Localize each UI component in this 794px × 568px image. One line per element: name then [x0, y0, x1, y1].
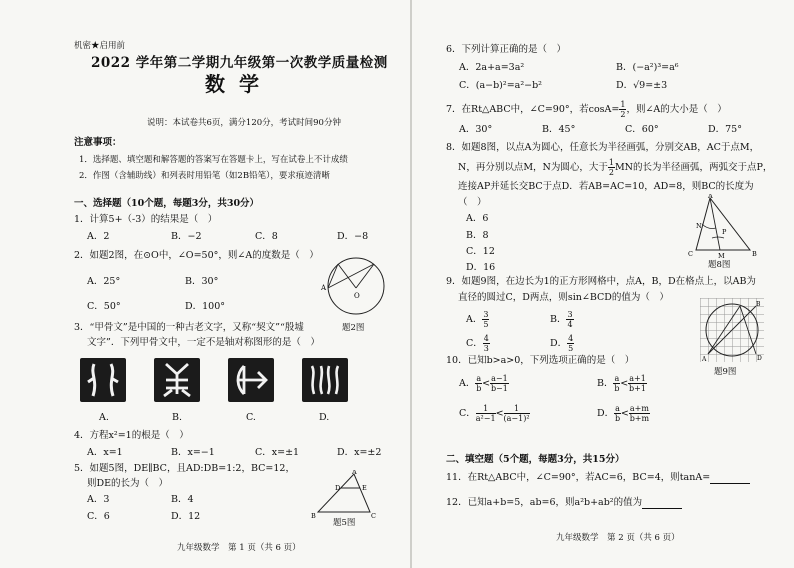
- q8-option-a: A．6: [466, 213, 489, 224]
- q2-circle-figure: [318, 252, 394, 326]
- q10-option-b-right-den: b+1: [629, 384, 646, 393]
- q9-option-a-fraction: [482, 310, 489, 329]
- q11-answer-blank: [710, 474, 750, 484]
- q9-option-d-fraction: [567, 334, 574, 353]
- q8-option-d: D．16: [466, 262, 496, 273]
- q3-text-line1: 3．“甲骨文”是中国的一种古老文字，又称“契文”“殷墟: [74, 322, 304, 333]
- q2-figure-caption: 题2图: [342, 323, 365, 333]
- q8-fraction-num: 1: [608, 158, 614, 167]
- svg-text:D: D: [335, 484, 341, 492]
- q10-option-c-right-fraction: [504, 404, 530, 423]
- q7-option-d: D．75°: [708, 124, 742, 135]
- q8-text-line2a: N，再分别以点M，N为圆心，大于: [458, 162, 608, 173]
- svg-text:C: C: [688, 250, 693, 258]
- q5-option-a: A．3: [87, 494, 110, 505]
- q4-option-a: A．x=1: [87, 447, 123, 458]
- q8-option-b: B．8: [466, 230, 489, 241]
- q9-text-line2: 直径的圆过C，D两点，则sin∠BCD的值为（ ）: [458, 292, 669, 303]
- q9-option-a-num: 3: [483, 310, 489, 319]
- q4-option-b: B．x=−1: [171, 447, 215, 458]
- q9-text-line1: 9．如题9图，在边长为1的正方形网格中，点A，B，D在格点上，以AB为: [446, 276, 756, 287]
- q9-option-c-num: 4: [483, 334, 489, 343]
- q11-text-body: 11．在Rt△ABC中，∠C=90°，若AC=6，BC=4，则tanA=: [446, 472, 711, 483]
- q9-option-c-den: 3: [483, 344, 489, 353]
- q8-text-line2: [458, 158, 772, 177]
- q8-text-line4: （ ）: [458, 197, 487, 208]
- q8-figure-caption: 题8图: [708, 260, 731, 270]
- q5-text-line1: 5．如题5图，DE∥BC，且AD:DB=1:2，BC=12，: [74, 463, 295, 474]
- q10-option-a-left-num: a: [476, 374, 482, 383]
- svg-text:A: A: [352, 470, 357, 476]
- q4-text: 4．方程x²=1的根是（ ）: [74, 430, 189, 441]
- oracle-glyph-b: [154, 358, 200, 402]
- svg-text:B: B: [752, 250, 757, 258]
- q5-option-b: B．4: [171, 494, 194, 505]
- q9-option-d-label: D．: [550, 338, 568, 349]
- q12-text-body: 12．已知a+b=5，ab=6，则a²b+ab²的值为: [446, 497, 643, 508]
- q10-option-a: [459, 374, 509, 393]
- q10-option-c: [459, 404, 530, 423]
- notice-title: 注意事项：: [74, 137, 122, 148]
- q1-option-c: C．8: [255, 231, 278, 242]
- section-choice-title: 一、选择题（10个题，每题3分，共30分）: [74, 198, 260, 209]
- q9-option-b-num: 3: [567, 310, 573, 319]
- q10-option-c-left-fraction: [476, 404, 496, 423]
- q9-option-d-den: 5: [568, 344, 574, 353]
- q10-option-a-right-num: a−1: [491, 374, 508, 383]
- q10-option-d-operator: <: [620, 408, 629, 419]
- svg-text:A: A: [321, 284, 327, 292]
- q9-option-b-fraction: [566, 310, 573, 329]
- q1-option-a: A．2: [87, 231, 110, 242]
- q10-option-a-right-den: b−1: [490, 384, 508, 393]
- q9-option-b: [550, 310, 574, 329]
- q9-figure-caption: 题9图: [714, 367, 737, 377]
- q10-option-c-right-den: (a−1)²: [503, 414, 530, 423]
- svg-text:P: P: [722, 228, 727, 236]
- svg-text:O: O: [354, 292, 360, 300]
- right-footer: 九年级数学 第 2 页（共 6 页）: [556, 533, 680, 543]
- q5-triangle-figure: [308, 470, 380, 520]
- q9-option-c: [466, 334, 490, 353]
- q7-option-c: C．60°: [625, 124, 659, 135]
- oracle-glyph-c: [228, 358, 274, 402]
- q10-option-d: [597, 404, 650, 423]
- q7-option-b: B．45°: [542, 124, 576, 135]
- q12-text: [446, 497, 682, 509]
- q5-figure-caption: 题5图: [333, 518, 356, 528]
- svg-text:C: C: [371, 512, 376, 520]
- q10-option-a-left-den: b: [476, 384, 482, 393]
- q6-text: 6．下列计算正确的是（ ）: [446, 44, 567, 55]
- oracle-glyph-a: [80, 358, 126, 402]
- q10-option-c-right-num: 1: [504, 404, 530, 414]
- q10-option-b-operator: <: [620, 378, 629, 389]
- q9-grid-figure: [700, 298, 764, 362]
- q6-option-d: D．√9=±3: [616, 80, 668, 91]
- q5-option-d: D．12: [171, 511, 201, 522]
- q7-option-a: A．30°: [459, 124, 493, 135]
- section-fill-title: 二、填空题（5个题，每题3分，共15分）: [446, 454, 625, 465]
- q10-option-d-left-den: b: [614, 414, 621, 423]
- q7-fraction-num: 1: [620, 100, 626, 109]
- q9-option-c-label: C．: [466, 338, 483, 349]
- q2-option-a: A．25°: [87, 276, 121, 287]
- q3-text-line2: 文字”．下列甲骨文中，一定不是轴对称图形的是（ ）: [87, 337, 320, 348]
- q10-option-b-right-fraction: [628, 374, 647, 393]
- q10-option-d-right-fraction: [629, 404, 650, 423]
- q8-text-line3: 连接AP并延长交BC于点D．若AB=AC=10，AD=8，则BC的长度为: [458, 181, 754, 192]
- q10-option-b-left-den: b: [614, 384, 620, 393]
- q10-option-b-right-num: a+1: [629, 374, 646, 383]
- q9-option-b-label: B．: [550, 314, 567, 325]
- q5-text-line2: 则DE的长为（ ）: [87, 478, 169, 489]
- svg-text:N: N: [696, 222, 702, 230]
- q10-option-d-left-num: a: [615, 404, 620, 413]
- q8-triangle-figure: [688, 194, 760, 260]
- q11-text: [446, 472, 750, 484]
- q6-option-c: C．(a−b)²=a²−b²: [459, 80, 542, 91]
- q8-fraction: [608, 158, 615, 177]
- q9-option-a: [466, 310, 489, 329]
- q9-option-d: [550, 334, 574, 353]
- q4-option-c: C．x=±1: [255, 447, 300, 458]
- q4-option-d: D．x=±2: [337, 447, 382, 458]
- q1-option-b: B．−2: [171, 231, 202, 242]
- q2-text: 2．如题2图，在⊙O中，∠O=50°，则∠A的度数是（ ）: [74, 250, 319, 261]
- q10-option-c-operator: <: [495, 408, 504, 419]
- q10-option-c-left-num: 1: [476, 404, 496, 414]
- svg-text:B: B: [756, 301, 761, 308]
- q10-option-d-label: D．: [597, 408, 615, 419]
- q10-option-a-operator: <: [482, 378, 491, 389]
- q10-option-b-left-num: a: [614, 374, 620, 383]
- notice-1: 1．选择题、填空题和解答题的答案写在答题卡上，写在试卷上不计成绩: [79, 155, 348, 165]
- q3-option-d: D.: [319, 412, 330, 423]
- exam-title: 2022 学年第二学期九年级第一次教学质量检测: [91, 55, 388, 71]
- q2-option-b: B．30°: [185, 276, 219, 287]
- q2-option-c: C．50°: [87, 301, 121, 312]
- q6-option-b: B．(−a²)³=a⁶: [616, 62, 679, 73]
- q2-option-d: D．100°: [185, 301, 225, 312]
- q10-option-b: [597, 374, 647, 393]
- secret-label: 机密★启用前: [74, 41, 126, 51]
- q9-option-c-fraction: [483, 334, 490, 353]
- left-footer: 九年级数学 第 1 页（共 6 页）: [177, 543, 301, 553]
- q10-option-a-label: A．: [459, 378, 476, 389]
- q1-option-d: D．−8: [337, 231, 369, 242]
- q10-option-c-left-den: a²−1: [475, 414, 496, 423]
- q3-option-a: A.: [99, 412, 109, 423]
- q5-option-c: C．6: [87, 511, 110, 522]
- svg-text:M: M: [718, 252, 725, 260]
- notice-2: 2．作图（含辅助线）和列表时用铅笔（如2B铅笔），要求痕迹清晰: [79, 171, 330, 181]
- q10-option-c-label: C．: [459, 408, 476, 419]
- q9-option-a-den: 5: [483, 320, 489, 329]
- q3-option-c: C.: [246, 412, 256, 423]
- svg-text:A: A: [708, 194, 713, 200]
- q12-answer-blank: [642, 499, 682, 509]
- q8-option-c: C．12: [466, 246, 495, 257]
- q9-option-b-den: 4: [567, 320, 573, 329]
- q8-text-line2b: MN的长为半径画弧，两弧交于点P，: [614, 162, 773, 173]
- q8-text-line1: 8．如题8图，以点A为圆心，任意长为半径画弧，分别交AB，AC于点M，: [446, 142, 760, 153]
- q10-option-d-left-fraction: [614, 404, 621, 423]
- q10-option-b-label: B．: [597, 378, 614, 389]
- exam-instructions: 说明：本试卷共6页，满分120分，考试时间90分钟: [147, 118, 341, 128]
- q7-text: [446, 100, 727, 119]
- q7-text-a: 7．在Rt△ABC中，∠C=90°，若cosA=: [446, 104, 620, 115]
- svg-text:A: A: [702, 356, 707, 362]
- q1-text: 1．计算5+（-3）的结果是（ ）: [74, 214, 218, 225]
- q10-option-a-right-fraction: [490, 374, 509, 393]
- oracle-glyph-d: [302, 358, 348, 402]
- q9-option-d-num: 4: [568, 334, 574, 343]
- q3-option-b: B.: [172, 412, 183, 423]
- q10-text: 10．已知b>a>0，下列选项正确的是（ ）: [446, 355, 635, 366]
- q10-option-d-right-den: b+m: [629, 414, 650, 423]
- q7-text-b: ，则∠A的大小是（ ）: [626, 104, 727, 115]
- svg-text:E: E: [362, 484, 367, 492]
- q9-option-a-label: A．: [466, 314, 483, 325]
- svg-text:D: D: [757, 355, 762, 362]
- q7-fraction-den: 2: [620, 110, 626, 119]
- q8-fraction-den: 2: [608, 168, 614, 177]
- subject-title: 数学: [205, 72, 273, 96]
- q6-option-a: A．2a+a=3a²: [459, 62, 525, 73]
- svg-text:B: B: [311, 512, 316, 520]
- q10-option-d-right-num: a+m: [629, 404, 649, 413]
